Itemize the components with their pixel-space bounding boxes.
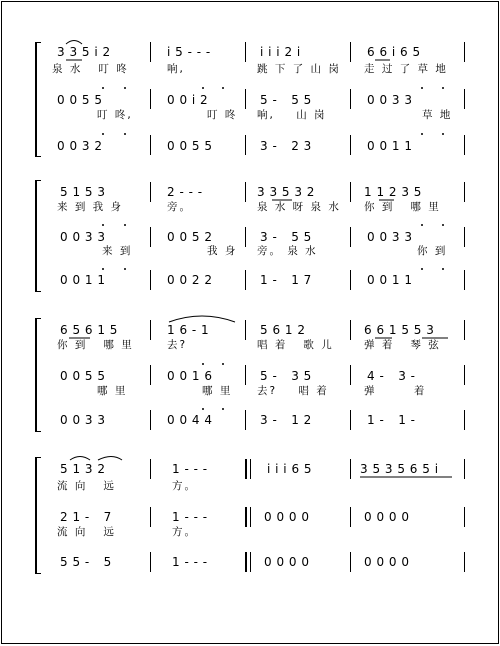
lyrics-s2-v2-m3: 旁。 泉 水 <box>257 245 318 257</box>
notes-s2-v2-m2: 0 0 5 2 <box>167 230 212 244</box>
notes-s1-v1-m1: 3 3 5 i 2 <box>57 45 111 59</box>
notes-s1-v2-m4: 0 0 3 3 <box>367 93 412 107</box>
barline <box>150 410 151 430</box>
notes-s1-v2-m3: 5 - 5 5 <box>260 93 312 107</box>
barline <box>464 552 465 572</box>
barline <box>150 182 151 202</box>
barline <box>464 270 465 290</box>
notes-s3-v2-m4: 4 - 3 - <box>367 369 416 383</box>
barline <box>150 552 151 572</box>
lyrics-s1-v1-m2: 响, <box>167 63 185 75</box>
notes-s2-v1-m2: 2 - - - <box>167 185 203 199</box>
lyrics-s2-v1-m3: 泉 水 呀 泉 水 <box>257 201 341 213</box>
lyrics-s1-v1-m3: 跳 下 了 山 岗 <box>257 63 341 75</box>
octave-dot <box>124 133 126 135</box>
lyrics-s3-v2-m1: 哪 里 <box>97 385 128 397</box>
barline <box>150 365 151 385</box>
lyrics-s4-v2-m1: 流 向 远 <box>57 526 116 538</box>
octave-dot <box>222 408 224 410</box>
octave-dot <box>421 268 423 270</box>
octave-dot <box>442 133 444 135</box>
system-bracket <box>35 457 41 574</box>
lyrics-s2-v2-m1: 来 到 <box>102 245 133 257</box>
barline <box>464 365 465 385</box>
octave-dot <box>102 268 104 270</box>
lyrics-s3-v1-m4: 弹 着 琴 弦 <box>364 339 441 351</box>
notes-s3-v3-m3: 3 - 1 2 <box>260 413 312 427</box>
notes-s3-v1-m3: 5 6 1 2 <box>260 323 305 337</box>
repeat-barline <box>250 552 251 572</box>
barline <box>350 89 351 109</box>
notes-s1-v2-m2: 0 0 i 2 <box>167 93 208 107</box>
notes-s4-v1-m3: i i i 6 5 <box>267 462 312 476</box>
notes-s4-v1-m1: 5 1 3 2 <box>60 462 105 476</box>
octave-dot <box>421 133 423 135</box>
lyrics-s3-v1-m1: 你 到 哪 里 <box>57 339 134 351</box>
notes-s4-v2-m1: 2 1 - 7 <box>60 510 112 524</box>
notes-s3-v1-m2: 1 6 - 1 <box>167 323 209 337</box>
notes-s3-v2-m2: 0 0 1 6 <box>167 369 212 383</box>
barline <box>150 507 151 527</box>
lyrics-s2-v1-m4: 你 到 哪 里 <box>364 201 441 213</box>
barline <box>464 135 465 155</box>
barline <box>464 410 465 430</box>
barline <box>464 42 465 62</box>
barline <box>350 552 351 572</box>
barline <box>150 89 151 109</box>
notes-s2-v3-m1: 0 0 1 1 <box>60 273 105 287</box>
lyrics-s2-v2-m4: 你 到 <box>417 245 448 257</box>
octave-dot <box>102 87 104 89</box>
barline <box>464 89 465 109</box>
slur <box>70 457 90 461</box>
lyrics-s1-v2-m3: 响, 山 岗 <box>257 109 327 121</box>
barline <box>350 459 351 479</box>
notes-s1-v3-m1: 0 0 3 2 <box>57 139 102 153</box>
notes-s3-v3-m2: 0 0 4 4 <box>167 413 212 427</box>
notes-s3-v1-m4: 6 6 1 5 5 3 <box>364 323 434 337</box>
octave-dot <box>124 224 126 226</box>
notes-s2-v1-m1: 5 1 5 3 <box>60 185 105 199</box>
barline <box>464 182 465 202</box>
barline <box>245 42 246 62</box>
octave-dot <box>442 268 444 270</box>
notes-s4-v3-m1: 5 5 - 5 <box>60 555 112 569</box>
barline <box>245 89 246 109</box>
lyrics-s1-v2-m4: 草 地 <box>422 109 453 121</box>
slur <box>98 457 122 461</box>
barline <box>245 410 246 430</box>
barline <box>464 459 465 479</box>
notes-s4-v3-m4: 0 0 0 0 <box>364 555 409 569</box>
octave-dot <box>124 87 126 89</box>
notes-s4-v2-m4: 0 0 0 0 <box>364 510 409 524</box>
lyrics-s3-v1-m3: 唱 着 歌 儿 <box>257 339 334 351</box>
barline <box>350 320 351 340</box>
repeat-barline <box>250 507 251 527</box>
system-bracket <box>35 318 41 432</box>
barline <box>350 365 351 385</box>
lyrics-s2-v1-m1: 来 到 我 身 <box>57 201 124 213</box>
notes-s2-v3-m3: 1 - 1 7 <box>260 273 312 287</box>
lyrics-s1-v2-m1: 叮 咚, <box>97 109 133 121</box>
barline <box>245 227 246 247</box>
notes-s2-v1-m4: 1 1 2 3 5 <box>364 185 422 199</box>
notes-s1-v3-m2: 0 0 5 5 <box>167 139 212 153</box>
barline <box>150 42 151 62</box>
octave-dot <box>102 133 104 135</box>
barline <box>350 410 351 430</box>
barline <box>150 270 151 290</box>
barline <box>350 182 351 202</box>
lyrics-s1-v1-m4: 走 过 了 草 地 <box>364 63 448 75</box>
lyrics-s2-v2-m2: 我 身 <box>207 245 238 257</box>
lyrics-s2-v1-m2: 旁。 <box>167 201 192 213</box>
lyrics-s1-v2-m2: 叮 咚 <box>207 109 238 121</box>
octave-dot <box>442 224 444 226</box>
barline <box>150 459 151 479</box>
octave-dot <box>124 268 126 270</box>
octave-dot <box>202 87 204 89</box>
repeat-barline <box>245 459 247 479</box>
lyrics-s1-v1-m1: 泉 水 叮 咚 <box>52 63 129 75</box>
barline <box>350 42 351 62</box>
repeat-barline <box>250 459 251 479</box>
notes-s3-v2-m3: 5 - 3 5 <box>260 369 312 383</box>
slur <box>169 316 235 322</box>
barline <box>245 270 246 290</box>
slur <box>66 41 82 45</box>
barline <box>350 227 351 247</box>
notes-s1-v1-m3: i i i 2 i <box>260 45 301 59</box>
octave-dot <box>202 363 204 365</box>
lyrics-s4-v1-m2: 方。 <box>172 480 197 492</box>
octave-dot <box>442 87 444 89</box>
octave-dot <box>421 87 423 89</box>
barline <box>245 320 246 340</box>
barline <box>245 365 246 385</box>
lyrics-s4-v1-m1: 流 向 远 <box>57 480 116 492</box>
notes-s2-v3-m2: 0 0 2 2 <box>167 273 212 287</box>
notes-s3-v3-m1: 0 0 3 3 <box>60 413 105 427</box>
notes-s4-v3-m2: 1 - - - <box>172 555 208 569</box>
notes-s4-v2-m3: 0 0 0 0 <box>264 510 309 524</box>
lyrics-s3-v2-m4: 弹 着 <box>364 385 427 397</box>
notes-s3-v3-m4: 1 - 1 - <box>367 413 416 427</box>
barline <box>464 507 465 527</box>
notes-s1-v1-m4: 6 6 i 6 5 <box>367 45 421 59</box>
lyrics-s3-v1-m2: 去? <box>167 339 188 351</box>
system-bracket <box>35 42 41 157</box>
notes-s1-v3-m3: 3 - 2 3 <box>260 139 312 153</box>
repeat-barline <box>245 507 247 527</box>
barline <box>150 227 151 247</box>
lyrics-s3-v2-m3: 去? 唱 着 <box>257 385 329 397</box>
notes-s1-v2-m1: 0 0 5 5 <box>57 93 102 107</box>
notes-s4-v2-m2: 1 - - - <box>172 510 208 524</box>
notes-s2-v2-m1: 0 0 3 3 <box>60 230 105 244</box>
notes-s4-v1-m4: 3 5 3 5 6 5 i <box>360 462 439 476</box>
barline <box>464 227 465 247</box>
notes-s4-v1-m2: 1 - - - <box>172 462 208 476</box>
notes-s3-v2-m1: 0 0 5 5 <box>60 369 105 383</box>
barline <box>245 135 246 155</box>
barline <box>464 320 465 340</box>
notes-s4-v3-m3: 0 0 0 0 <box>264 555 309 569</box>
barline <box>350 135 351 155</box>
notes-s1-v1-m2: i 5 - - - <box>167 45 211 59</box>
repeat-barline <box>245 552 247 572</box>
notes-s2-v1-m3: 3 3 5 3 2 <box>257 185 315 199</box>
octave-dot <box>421 224 423 226</box>
barline <box>245 182 246 202</box>
barline <box>350 270 351 290</box>
lyrics-s4-v2-m2: 方。 <box>172 526 197 538</box>
notes-s2-v3-m4: 0 0 1 1 <box>367 273 412 287</box>
notes-s1-v3-m4: 0 0 1 1 <box>367 139 412 153</box>
octave-dot <box>222 363 224 365</box>
score-page <box>1 1 499 644</box>
octave-dot <box>202 408 204 410</box>
notes-s2-v2-m3: 3 - 5 5 <box>260 230 312 244</box>
notes-s3-v1-m1: 6 5 6 1 5 <box>60 323 118 337</box>
notes-s2-v2-m4: 0 0 3 3 <box>367 230 412 244</box>
barline <box>150 320 151 340</box>
octave-dot <box>102 224 104 226</box>
lyrics-s3-v2-m2: 哪 里 <box>202 385 233 397</box>
octave-dot <box>222 87 224 89</box>
barline <box>350 507 351 527</box>
barline <box>150 135 151 155</box>
system-bracket <box>35 180 41 292</box>
